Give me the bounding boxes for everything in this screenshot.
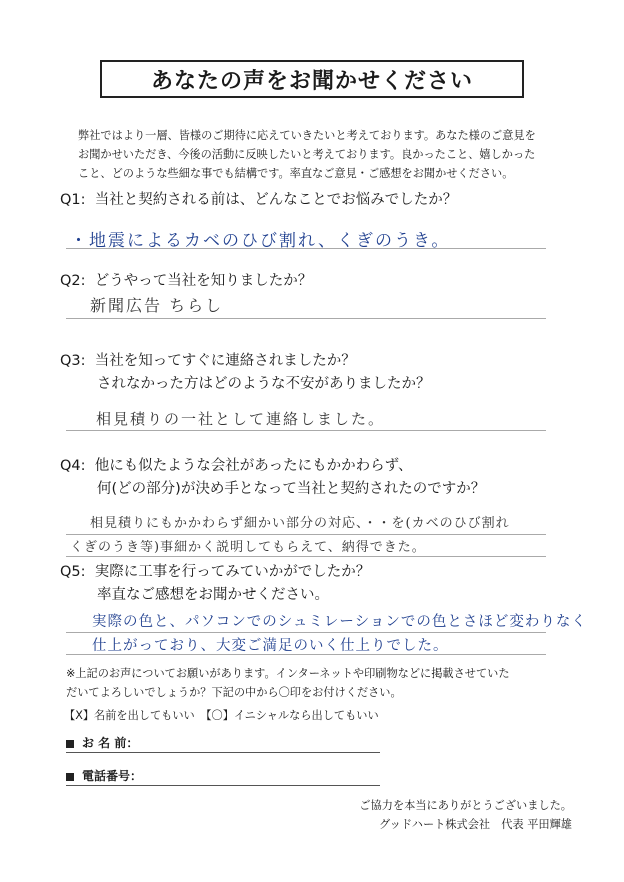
note-line: ※上記のお声についてお願いがあります。インターネットや印刷物などに掲載させていた [66, 667, 510, 680]
answer-3-text: 相見積りの一社として連絡しました。 [96, 410, 386, 428]
question-number: Q1: [60, 192, 86, 208]
closing-thanks: ご協力を本当にありがとうございました。 [359, 799, 572, 812]
question-text: 率直なご感想をお聞かせください。 [97, 587, 329, 603]
answer-line [66, 534, 546, 535]
question-number: Q2: [60, 273, 86, 289]
answer-4-text: くぎのうき等)事細かく説明してもらえて、納得できた。 [70, 540, 426, 555]
question-number: Q5: [60, 564, 86, 580]
bullet-square-icon [66, 740, 74, 748]
note-line: だいてよろしいでしょうか？下記の中から〇印をお付けください。 [66, 686, 402, 699]
intro-text [78, 126, 558, 183]
name-field [66, 734, 138, 751]
phone-underline [66, 785, 380, 786]
intro-line: お聞かせいただき、今後の活動に反映したいと考えております。良かったこと、嬉しかった [78, 148, 536, 161]
closing-company: グッドハート株式会社 代表 平田輝雄 [379, 818, 572, 831]
intro-line: こと、どのような些細な事でも結構です。率直なご意見・ご感想をお聞かせください。 [78, 167, 514, 180]
answer-line [66, 430, 546, 431]
question-text: どうやって当社を知りましたか？ [94, 273, 313, 289]
bullet-square-icon [66, 773, 74, 781]
question-3 [60, 350, 431, 396]
question-5 [60, 561, 370, 607]
question-number: Q4: [60, 458, 86, 474]
publication-note [66, 664, 566, 702]
phone-label: 電話番号： [82, 769, 143, 783]
answer-2-text: 新聞広告 ちらし [90, 296, 224, 315]
question-text: 実際に工事を行ってみていかがでしたか？ [94, 564, 371, 580]
answer-5-text: 実際の色と、パソコンでのシュミレーションでの色とさほど変わりなく [92, 614, 587, 630]
answer-5-text: 仕上がっており、大変ご満足のいく仕上りでした。 [92, 638, 449, 654]
answer-line [66, 318, 546, 319]
question-2 [60, 270, 312, 293]
question-text: 他にも似たような会社があったにもかかわらず、 [94, 458, 413, 474]
question-text: 何(どの部分)が決め手となって当社と契約されたのですか？ [97, 481, 486, 497]
name-label: お 名 前： [82, 736, 139, 750]
answer-line [66, 556, 546, 557]
question-1 [60, 189, 457, 212]
page-title: あなたの声をお聞かせください [100, 60, 524, 98]
answer-line [66, 632, 546, 633]
question-text: 当社を知ってすぐに連絡されましたか？ [94, 353, 356, 369]
answer-1-text: ・地震によるカベのひび割れ、くぎのうき。 [70, 231, 451, 251]
question-number: Q3: [60, 353, 86, 369]
question-4 [60, 455, 485, 501]
answer-4-text: 相見積りにもかかわらず細かい部分の対応、・・を(カベのひび割れ [90, 516, 510, 531]
phone-field [66, 767, 142, 784]
question-text: されなかった方はどのような不安がありましたか？ [97, 376, 431, 392]
intro-line: 弊社ではより一層、皆様のご期待に応えていきたいと考えております。あなた様のご意見を [78, 129, 536, 142]
question-text: 当社と契約される前は、どんなことでお悩みでしたか？ [94, 192, 458, 208]
publication-options: 【X】名前を出してもいい 【〇】イニシャルなら出してもいい [64, 709, 379, 722]
name-underline [66, 752, 380, 753]
